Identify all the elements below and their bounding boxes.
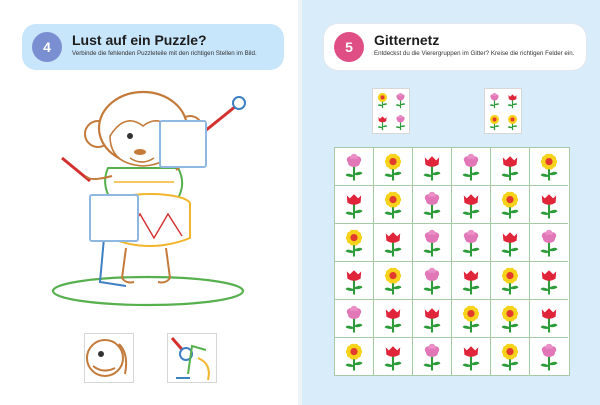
grid-row: [335, 262, 569, 300]
tulip-pink-icon: [339, 152, 369, 182]
grid-cell-tulip-pink[interactable]: [530, 224, 568, 262]
grid-cell-rose-red[interactable]: [335, 262, 374, 300]
task-description: Verbinde die fehlenden Puzzleteile mit den richtigen Stellen im Bild.: [72, 50, 257, 57]
grid-row: [335, 148, 569, 186]
task-description: Entdeckst du die Vierergruppen im Gitter? Kreise die richtigen Felder ein.: [374, 50, 575, 57]
rose-red-icon: [417, 304, 447, 334]
flower-grid: [334, 147, 570, 376]
monkey-drummer-illustration: [30, 86, 280, 308]
rose-red-icon: [534, 266, 564, 296]
sample-tulip-pink-icon: [391, 89, 409, 111]
grid-cell-rose-red[interactable]: [452, 186, 491, 224]
rose-red-icon: [534, 190, 564, 220]
rose-red-icon: [378, 304, 408, 334]
drum-arm-piece-icon: [168, 334, 216, 382]
task-title: Lust auf ein Puzzle?: [72, 32, 207, 48]
grid-cell-rose-red[interactable]: [530, 300, 568, 338]
grid-cell-tulip-pink[interactable]: [452, 224, 491, 262]
grid-cell-sunflower[interactable]: [491, 186, 530, 224]
rose-red-icon: [495, 152, 525, 182]
puzzle-piece-monkey-face[interactable]: [84, 333, 134, 383]
rose-red-icon: [417, 152, 447, 182]
sunflower-icon: [339, 342, 369, 372]
flower-group-sample-2: [484, 88, 522, 134]
rose-red-icon: [456, 190, 486, 220]
puzzle-slot-face[interactable]: [159, 120, 207, 168]
grid-row: [335, 300, 569, 338]
sunflower-icon: [378, 152, 408, 182]
rose-red-icon: [378, 342, 408, 372]
task-4-banner: [22, 24, 284, 70]
right-page: [302, 0, 600, 405]
monkey-face-piece-icon: [85, 334, 133, 382]
rose-red-icon: [495, 228, 525, 258]
grid-cell-rose-red[interactable]: [374, 338, 413, 375]
rose-red-icon: [378, 228, 408, 258]
grid-cell-rose-red[interactable]: [413, 300, 452, 338]
grid-cell-tulip-pink[interactable]: [413, 338, 452, 375]
grid-cell-rose-red[interactable]: [413, 148, 452, 186]
sample-sunflower-icon: [373, 89, 391, 111]
sample-rose-red-icon: [373, 111, 391, 133]
tulip-pink-icon: [417, 342, 447, 372]
sample-tulip-pink-icon: [485, 89, 503, 111]
grid-cell-tulip-pink[interactable]: [335, 148, 374, 186]
rose-red-icon: [534, 304, 564, 334]
rose-red-icon: [456, 342, 486, 372]
tulip-pink-icon: [456, 152, 486, 182]
puzzle-piece-drum-arm[interactable]: [167, 333, 217, 383]
sample-tulip-pink-icon: [391, 111, 409, 133]
left-page: [0, 0, 298, 405]
tulip-pink-icon: [339, 304, 369, 334]
grid-cell-tulip-pink[interactable]: [413, 186, 452, 224]
grid-cell-tulip-pink[interactable]: [452, 148, 491, 186]
grid-cell-rose-red[interactable]: [374, 300, 413, 338]
rose-red-icon: [339, 190, 369, 220]
flower-group-sample-1: [372, 88, 410, 134]
sample-sunflower-icon: [485, 111, 503, 133]
grid-cell-sunflower[interactable]: [335, 338, 374, 375]
tulip-pink-icon: [417, 266, 447, 296]
task-number-badge: 5: [334, 32, 364, 62]
sunflower-icon: [534, 152, 564, 182]
tulip-pink-icon: [417, 190, 447, 220]
grid-cell-sunflower[interactable]: [491, 262, 530, 300]
grid-cell-sunflower[interactable]: [374, 186, 413, 224]
grid-cell-rose-red[interactable]: [491, 148, 530, 186]
sample-sunflower-icon: [503, 111, 521, 133]
grid-row: [335, 224, 569, 262]
rose-red-icon: [456, 266, 486, 296]
grid-row: [335, 338, 569, 375]
sunflower-icon: [339, 228, 369, 258]
sunflower-icon: [495, 190, 525, 220]
task-title: Gitternetz: [374, 32, 440, 48]
sunflower-icon: [495, 304, 525, 334]
grid-cell-tulip-pink[interactable]: [335, 300, 374, 338]
grid-cell-rose-red[interactable]: [452, 338, 491, 375]
grid-cell-sunflower[interactable]: [374, 148, 413, 186]
grid-cell-rose-red[interactable]: [530, 262, 568, 300]
grid-cell-sunflower[interactable]: [491, 338, 530, 375]
grid-cell-rose-red[interactable]: [452, 262, 491, 300]
tulip-pink-icon: [456, 228, 486, 258]
sunflower-icon: [378, 266, 408, 296]
grid-cell-tulip-pink[interactable]: [413, 224, 452, 262]
puzzle-slot-arm[interactable]: [89, 194, 139, 242]
sunflower-icon: [378, 190, 408, 220]
grid-row: [335, 186, 569, 224]
task-number-badge: 4: [32, 32, 62, 62]
sunflower-icon: [456, 304, 486, 334]
tulip-pink-icon: [417, 228, 447, 258]
sunflower-icon: [495, 342, 525, 372]
task-5-banner: [324, 24, 586, 70]
tulip-pink-icon: [534, 342, 564, 372]
grid-cell-sunflower[interactable]: [374, 262, 413, 300]
grid-cell-rose-red[interactable]: [335, 186, 374, 224]
grid-cell-rose-red[interactable]: [374, 224, 413, 262]
grid-cell-sunflower[interactable]: [452, 300, 491, 338]
grid-cell-rose-red[interactable]: [530, 186, 568, 224]
grid-cell-sunflower[interactable]: [335, 224, 374, 262]
sample-rose-red-icon: [503, 89, 521, 111]
grid-cell-tulip-pink[interactable]: [413, 262, 452, 300]
grid-cell-rose-red[interactable]: [491, 224, 530, 262]
rose-red-icon: [339, 266, 369, 296]
grid-cell-sunflower[interactable]: [491, 300, 530, 338]
grid-cell-sunflower[interactable]: [530, 148, 568, 186]
tulip-pink-icon: [534, 228, 564, 258]
sunflower-icon: [495, 266, 525, 296]
grid-cell-tulip-pink[interactable]: [530, 338, 568, 375]
